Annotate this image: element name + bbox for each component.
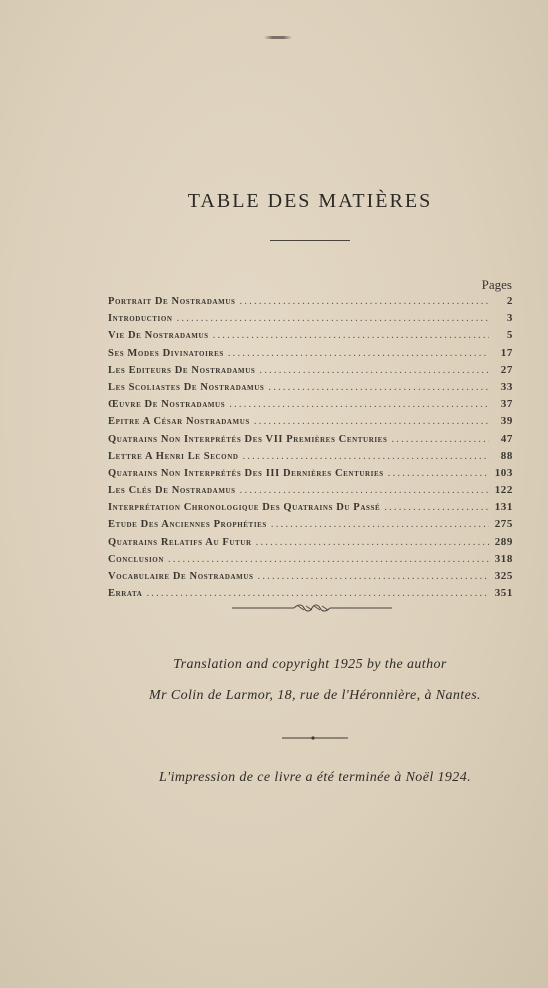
toc-entry — [108, 534, 513, 551]
toc-entry-label: Lettre A Henri Le Second — [108, 450, 239, 462]
toc-entry — [108, 413, 513, 430]
toc-entry-label: Introduction — [108, 313, 173, 325]
toc-entry-label: Les Editeurs De Nostradamus — [108, 364, 256, 376]
toc-entry-page: 289 — [494, 535, 513, 548]
toc-leader-dots — [240, 482, 489, 499]
toc-entry-page: 325 — [494, 570, 513, 582]
title-divider — [270, 240, 350, 241]
toc-entry — [108, 448, 513, 465]
toc-entry — [108, 379, 513, 396]
toc-leader-dots — [254, 413, 489, 430]
toc-leader-dots — [268, 379, 489, 396]
toc-entry — [108, 327, 513, 344]
toc-entry-page: 5 — [506, 329, 513, 342]
toc-entry-label: Interprétation Chronologique Des Quatrains Du Passé — [108, 502, 381, 514]
toc-entry-label: Quatrains Non Interprétés Des III Dernières Centuries — [108, 467, 384, 479]
toc-entry — [108, 345, 513, 362]
toc-entry — [108, 551, 513, 568]
toc-leader-dots — [256, 534, 489, 551]
printing-note: L'impression de ce livre a été terminée à Noël 1924. — [158, 770, 472, 785]
toc-leader-dots — [240, 293, 489, 310]
toc-entry — [108, 568, 513, 585]
toc-entry-label: Errata — [108, 588, 143, 600]
toc-entry-page: 351 — [494, 587, 513, 600]
toc-leader-dots — [213, 327, 489, 344]
toc-entry-page: 318 — [494, 552, 513, 565]
toc-entry — [108, 293, 513, 310]
toc-entry-page: 131 — [494, 501, 513, 514]
toc-leader-dots — [388, 465, 489, 482]
toc-leader-dots — [258, 568, 489, 585]
toc-entry-page: 37 — [500, 398, 513, 411]
toc-entry — [108, 499, 513, 516]
toc-entry-label: Quatrains Non Interprétés Des VII Premières Centuries — [108, 433, 388, 445]
toc-entry-page: 122 — [494, 484, 513, 497]
toc-entry-label: Ses Modes Divinatoires — [108, 347, 224, 359]
toc-entry-label: Conclusion — [108, 553, 164, 565]
toc-entry-page: 88 — [500, 449, 513, 462]
toc-entry-page: 47 — [500, 432, 513, 445]
table-of-contents — [108, 293, 513, 602]
pages-column-heading: Pages — [481, 277, 512, 292]
toc-entry-label: Epitre A César Nostradamus — [108, 416, 250, 428]
toc-entry-page: 3 — [506, 312, 513, 325]
toc-entry — [108, 482, 513, 499]
toc-entry-page: 27 — [500, 363, 513, 376]
toc-leader-dots — [271, 516, 489, 533]
author-address-line: Mr Colin de Larmor, 18, rue de l'Héronnière, à Nantes. — [149, 688, 481, 703]
toc-entry-label: Vocabulaire De Nostradamus — [108, 571, 254, 582]
toc-entry-page: 39 — [500, 415, 513, 428]
toc-entry-page: 33 — [500, 380, 513, 393]
toc-entry-label: Œuvre De Nostradamus — [108, 399, 226, 411]
copyright-line: Translation and copyright 1925 by the author — [173, 657, 447, 672]
toc-leader-dots — [391, 431, 489, 448]
toc-entry — [108, 431, 513, 448]
toc-leader-dots — [228, 345, 489, 362]
toc-entry — [108, 516, 513, 533]
toc-entry-page: 17 — [500, 346, 513, 359]
toc-entry-label: Etude Des Anciennes Prophéties — [108, 519, 267, 531]
toc-entry-label: Quatrains Relatifs Au Futur — [108, 536, 252, 548]
toc-leader-dots — [177, 310, 489, 327]
toc-entry-page: 2 — [506, 295, 513, 307]
toc-entry-label: Les Scoliastes De Nostradamus — [108, 381, 265, 393]
toc-entry-label: Vie De Nostradamus — [108, 330, 209, 342]
toc-leader-dots — [243, 448, 489, 465]
small-divider — [282, 734, 348, 742]
toc-entry — [108, 396, 513, 413]
toc-leader-dots — [384, 499, 489, 516]
ornamental-divider — [232, 598, 392, 618]
toc-leader-dots — [259, 362, 489, 379]
toc-entry-label: Les Clés De Nostradamus — [108, 485, 236, 497]
toc-entry — [108, 362, 513, 379]
toc-entry-page: 103 — [494, 466, 513, 479]
toc-leader-dots — [168, 551, 489, 568]
toc-entry-page: 275 — [494, 518, 513, 531]
top-ornament — [264, 36, 292, 39]
toc-leader-dots — [229, 396, 489, 413]
toc-entry — [108, 310, 513, 327]
page-title: TABLE DES MATIÈRES — [187, 190, 433, 212]
toc-entry-label: Portrait De Nostradamus — [108, 296, 236, 307]
toc-entry — [108, 465, 513, 482]
